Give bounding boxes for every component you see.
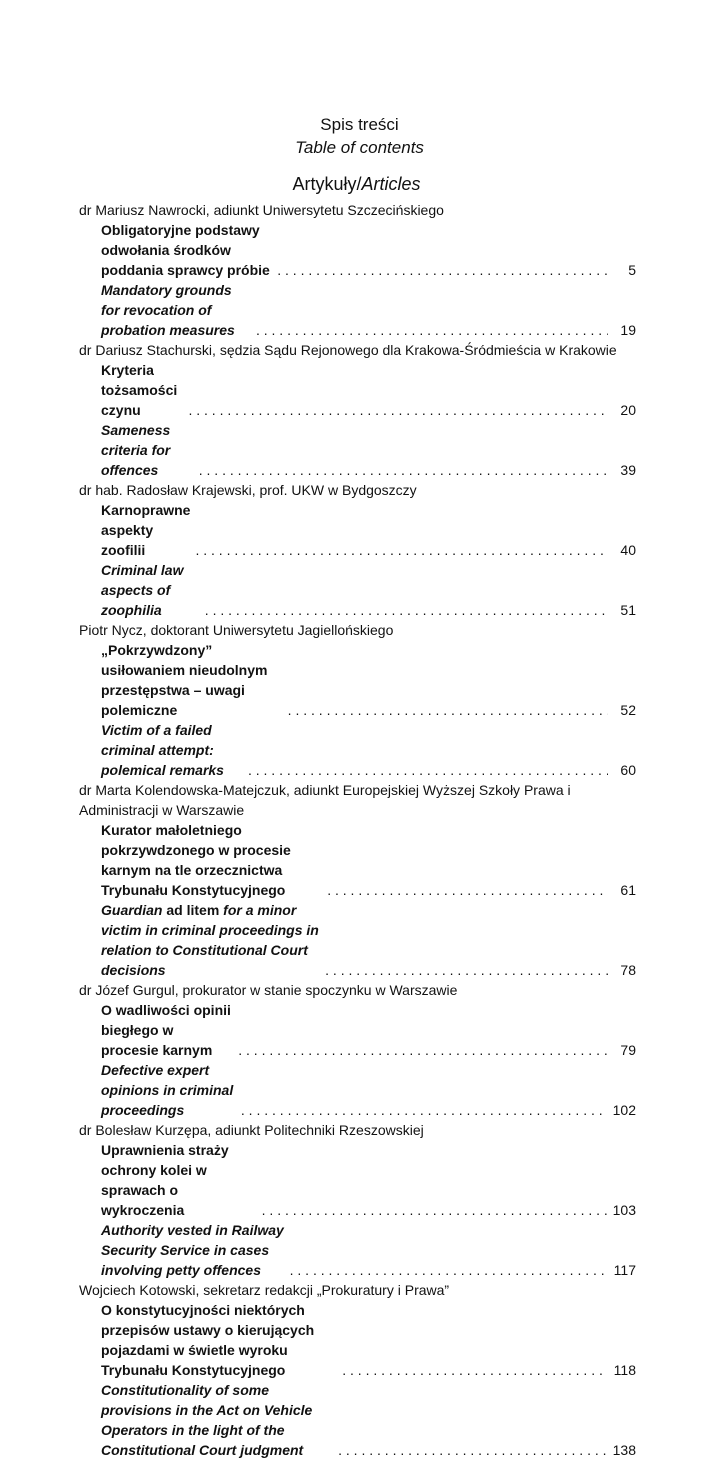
dot-leader xyxy=(325,960,608,980)
toc-entry-en[interactable] xyxy=(101,900,636,980)
toc-item xyxy=(79,340,636,480)
dot-leader xyxy=(205,600,608,620)
toc-entry-en[interactable] xyxy=(101,420,636,480)
dot-leader xyxy=(288,700,608,720)
dot-leader xyxy=(327,880,608,900)
toc-entry-pl[interactable] xyxy=(101,500,636,560)
dot-leader xyxy=(338,1440,607,1460)
page-subtitle: Table of contents xyxy=(295,138,424,157)
entry-title: Victim of a failed criminal attempt: polemical remarks xyxy=(101,722,224,778)
dot-leader xyxy=(290,1260,608,1280)
toc-item xyxy=(79,620,636,780)
toc-item xyxy=(79,780,636,980)
toc-entry-en[interactable] xyxy=(101,560,636,620)
toc-entry-en[interactable] xyxy=(101,720,636,780)
entry-title: Mandatory grounds for revocation of probation measures xyxy=(101,282,235,338)
author-line: dr Józef Gurgul, prokurator w stanie spoczynku w Warszawie xyxy=(79,982,458,998)
page-number: 103 xyxy=(612,1202,636,1218)
entry-title: Kurator małoletniego pokrzywdzonego w procesie karnym na tle orzecznictwa Trybunału Konstytucyjnego xyxy=(101,822,291,898)
dot-leader xyxy=(262,1200,607,1220)
dot-leader xyxy=(195,540,608,560)
toc-item xyxy=(79,480,636,620)
author-line: dr Dariusz Stachurski, sędzia Sądu Rejonowego dla Krakowa-Śródmieścia w Krakowie xyxy=(79,342,617,358)
entry-title-part: Guardian xyxy=(101,902,163,918)
dot-leader xyxy=(238,1040,608,1060)
entry-title: „Pokrzywdzony” usiłowaniem nieudolnym przestępstwa – uwagi polemiczne xyxy=(101,642,268,718)
toc-entry-pl[interactable] xyxy=(101,1140,636,1220)
page-number: 51 xyxy=(620,602,636,618)
entry-title: Obligatoryjne podstawy odwołania środków poddania sprawcy próbie xyxy=(101,222,270,278)
toc-entry-pl[interactable] xyxy=(101,220,636,280)
section-heading-en: Articles xyxy=(361,174,421,194)
toc-item xyxy=(79,200,636,340)
page-number: 60 xyxy=(620,762,636,778)
author-line: dr Marta Kolendowska-Matejczuk, adiunkt Europejskiej Wyższej Szkoły Prawa i Administracji w Warszawie xyxy=(79,782,571,818)
page-number: 118 xyxy=(613,1362,636,1378)
entry-title: Constitutionality of some provisions in the Act on Vehicle Operators in the light of the Constitutional Court judgment xyxy=(101,1382,313,1458)
section-heading-pl: Artykuły/ xyxy=(292,174,362,194)
toc-entry-pl[interactable] xyxy=(101,640,636,720)
toc-entry-pl[interactable] xyxy=(101,1300,636,1380)
entry-title xyxy=(101,900,320,980)
toc-item xyxy=(79,1280,636,1460)
dot-leader xyxy=(248,760,608,780)
entry-title: Karnoprawne aspekty zoofilii xyxy=(101,502,191,558)
toc-entry-en[interactable] xyxy=(101,1220,636,1280)
toc-item xyxy=(79,1120,636,1280)
toc-entry-en[interactable] xyxy=(101,280,636,340)
page-number: 5 xyxy=(628,262,636,278)
dot-leader xyxy=(188,400,608,420)
dot-leader xyxy=(277,260,608,280)
entry-title: Uprawnienia straży ochrony kolei w sprawach o wykroczenia xyxy=(101,1142,229,1218)
dot-leader xyxy=(342,1360,607,1380)
dot-leader xyxy=(199,460,608,480)
toc-entry-en[interactable] xyxy=(101,1380,636,1460)
entry-title: O wadliwości opinii biegłego w procesie karnym xyxy=(101,1002,231,1058)
author-line: Wojciech Kotowski, sekretarz redakcji „Prokuratury i Prawa” xyxy=(79,1282,450,1298)
entry-title: Kryteria tożsamości czynu xyxy=(101,362,178,418)
dot-leader xyxy=(256,320,608,340)
entry-title-part: ad litem xyxy=(162,902,224,918)
author-line: dr hab. Radosław Krajewski, prof. UKW w Bydgoszczy xyxy=(79,482,417,498)
author-line: Piotr Nycz, doktorant Uniwersytetu Jagiellońskiego xyxy=(79,622,394,638)
page-title: Spis treści xyxy=(320,115,399,134)
page-number: 79 xyxy=(620,1042,636,1058)
entry-title-part: for a minor victim in criminal proceedings in relation to Constitutional Court decisions xyxy=(101,902,319,978)
page-number: 39 xyxy=(620,462,636,478)
author-line: dr Mariusz Nawrocki, adiunkt Uniwersytetu Szczecińskiego xyxy=(79,202,444,218)
entry-title: Authority vested in Railway Security Service in cases involving petty offences xyxy=(101,1222,284,1278)
table-of-contents xyxy=(79,200,636,1460)
page-number: 20 xyxy=(620,402,636,418)
page-number: 61 xyxy=(620,882,636,898)
entry-title: Sameness criteria for offences xyxy=(101,422,171,478)
entry-title: O konstytucyjności niektórych przepisów ustawy o kierujących pojazdami w świetle wyroku Trybunału Konstytucyjnego xyxy=(101,1302,315,1378)
author-line: dr Bolesław Kurzępa, adiunkt Politechniki Rzeszowskiej xyxy=(79,1122,424,1138)
toc-entry-pl[interactable] xyxy=(101,360,636,420)
dot-leader xyxy=(241,1100,607,1120)
page-number: 138 xyxy=(612,1442,636,1458)
section-heading xyxy=(0,173,713,195)
toc-entry-pl[interactable] xyxy=(101,820,636,900)
page-number: 40 xyxy=(620,542,636,558)
entry-title: Criminal law aspects of zoophilia xyxy=(101,562,184,618)
toc-item xyxy=(79,980,636,1120)
page-number: 52 xyxy=(620,702,636,718)
page-number: 78 xyxy=(620,962,636,978)
toc-entry-en[interactable] xyxy=(101,1060,636,1120)
entry-title: Defective expert opinions in criminal proceedings xyxy=(101,1062,234,1118)
page-number: 19 xyxy=(620,322,636,338)
page-number: 102 xyxy=(612,1102,636,1118)
page-number: 117 xyxy=(613,1262,636,1278)
toc-entry-pl[interactable] xyxy=(101,1000,636,1060)
